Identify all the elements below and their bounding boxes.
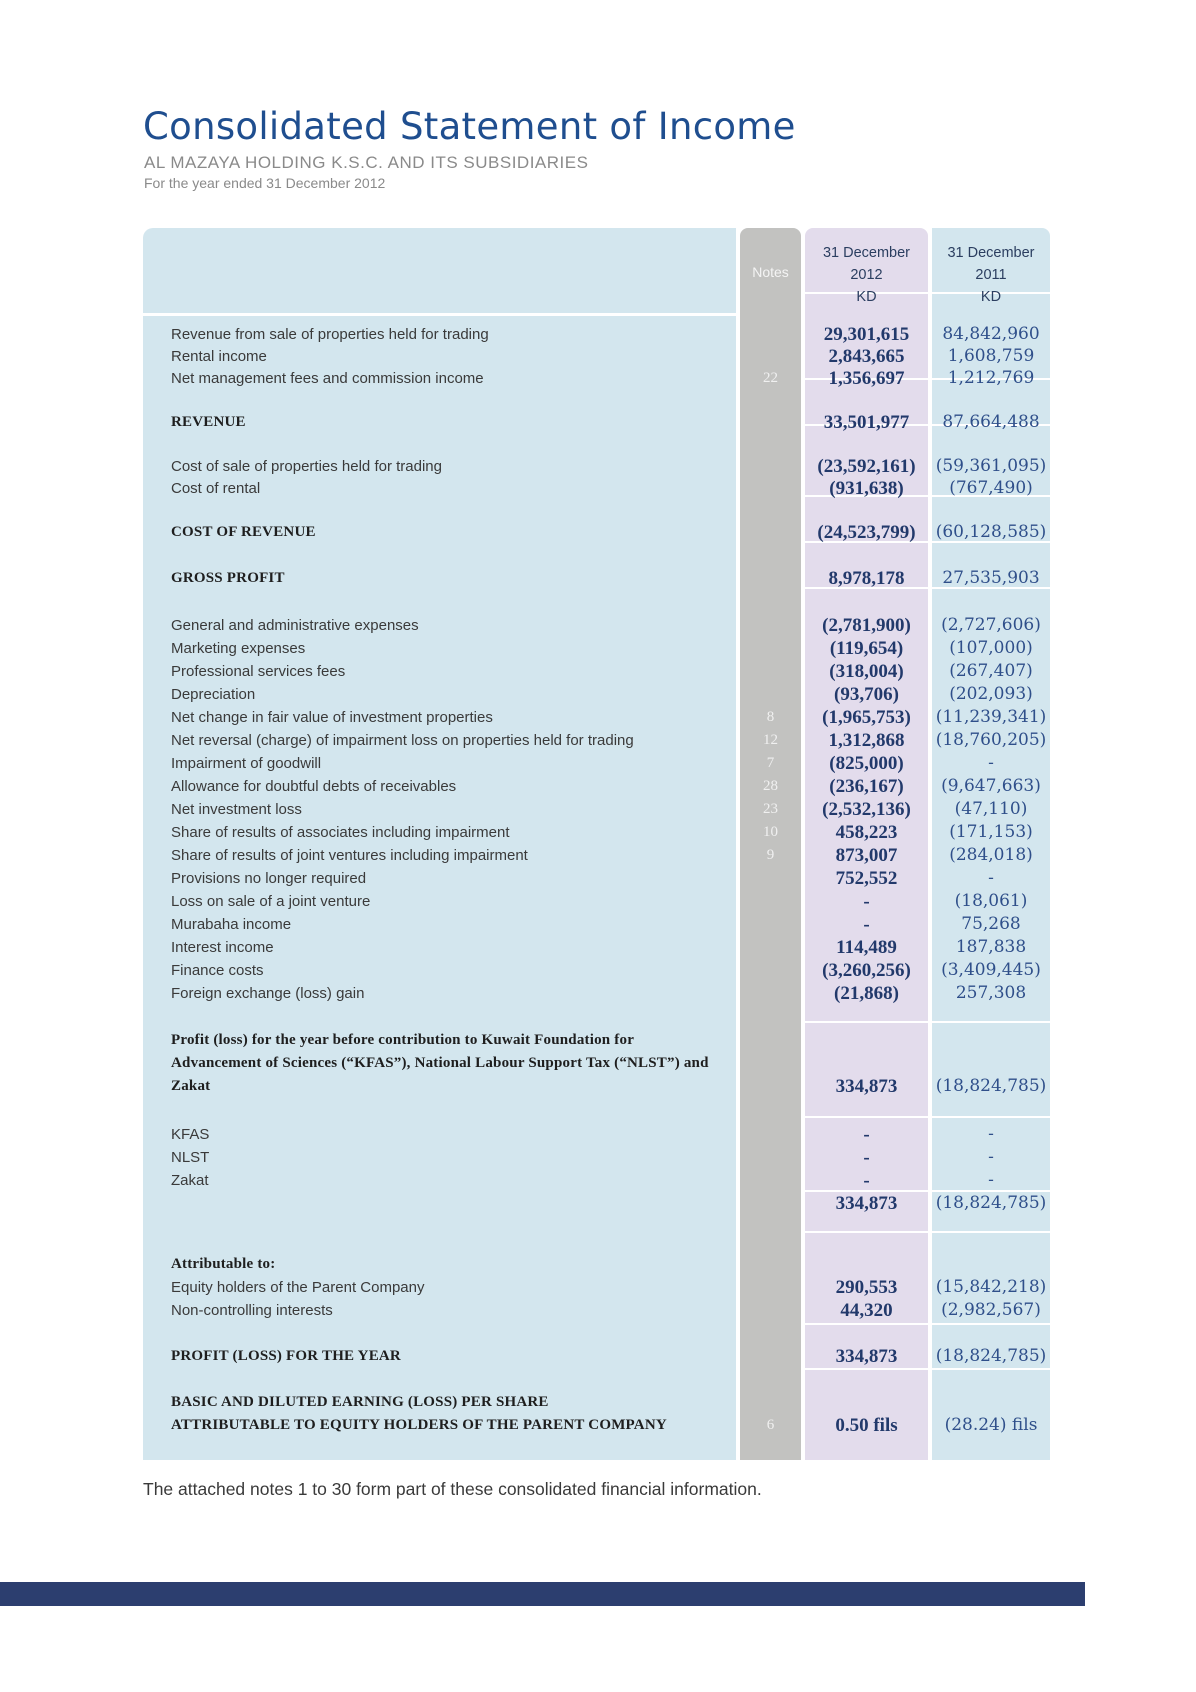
value-2011: (15,842,218) xyxy=(935,1277,1047,1297)
value-2012: 458,223 xyxy=(835,822,898,843)
row-label: GROSS PROFIT xyxy=(171,570,285,586)
value-2012: 334,873 xyxy=(835,1346,898,1367)
row-label: Cost of sale of properties held for trading xyxy=(171,458,442,475)
value-2011: 27,535,903 xyxy=(942,568,1040,588)
value-2011: (18,760,205) xyxy=(935,730,1047,750)
value-2011: (3,409,445) xyxy=(941,960,1041,980)
value-2011: (2,727,606) xyxy=(941,615,1041,635)
table-row xyxy=(143,752,1050,775)
table-row xyxy=(143,959,1050,982)
value-2012: 33,501,977 xyxy=(823,412,910,433)
value-2011: (18,824,785) xyxy=(935,1076,1047,1096)
value-2012: (93,706) xyxy=(834,684,899,705)
group-divider xyxy=(805,1231,1050,1233)
row-note: 9 xyxy=(766,847,775,863)
row-label: Zakat xyxy=(171,1172,209,1189)
table-row xyxy=(143,1276,1050,1299)
row-label: Equity holders of the Parent Company xyxy=(171,1279,425,1296)
value-2012: - xyxy=(863,1124,870,1145)
row-label: Depreciation xyxy=(171,686,256,703)
table-row xyxy=(143,521,1050,544)
table-row xyxy=(143,1029,1050,1099)
table-row xyxy=(143,660,1050,683)
row-label: BASIC AND DILUTED EARNING (LOSS) PER SHARE ATTRIBUTABLE TO EQUITY HOLDERS OF THE PARENT COMPANY xyxy=(171,1394,667,1433)
group-divider xyxy=(805,1323,1050,1325)
table-row xyxy=(143,775,1050,798)
table-row xyxy=(143,683,1050,706)
table-row xyxy=(143,729,1050,752)
row-label: Net management fees and commission income xyxy=(171,370,484,387)
table-row xyxy=(143,982,1050,1005)
row-label: PROFIT (LOSS) FOR THE YEAR xyxy=(171,1348,401,1364)
footnote: The attached notes 1 to 30 form part of these consolidated financial information. xyxy=(143,1479,762,1499)
row-label: Impairment of goodwill xyxy=(171,755,322,772)
value-2011: (284,018) xyxy=(949,845,1033,865)
value-2012: 0.50 fils xyxy=(835,1415,898,1436)
value-2012: (23,592,161) xyxy=(817,456,916,477)
value-2011: - xyxy=(988,868,994,888)
header-date: 31 December xyxy=(947,245,1035,261)
table-row xyxy=(143,844,1050,867)
row-label: NLST xyxy=(171,1149,210,1166)
table-row xyxy=(143,1391,1050,1437)
value-2011: - xyxy=(988,753,994,773)
year-2011-header xyxy=(932,242,1050,308)
row-note: 12 xyxy=(763,732,778,748)
value-2011: (18,061) xyxy=(954,891,1028,911)
page-title: Consolidated Statement of Income xyxy=(143,105,796,148)
value-2011: 187,838 xyxy=(955,937,1027,957)
value-2012: 873,007 xyxy=(835,845,898,866)
value-2011: (60,128,585) xyxy=(935,522,1047,542)
value-2012: (2,532,136) xyxy=(822,799,911,820)
table-row xyxy=(143,567,1050,590)
value-2012: (1,965,753) xyxy=(822,707,911,728)
table-row xyxy=(143,345,1050,368)
row-note: 22 xyxy=(763,370,778,386)
value-2011: (767,490) xyxy=(949,478,1033,498)
value-2011: (202,093) xyxy=(949,684,1033,704)
value-2012: - xyxy=(863,891,870,912)
value-2011: 1,212,769 xyxy=(947,368,1035,388)
value-2012: (931,638) xyxy=(829,478,904,499)
table-row xyxy=(143,323,1050,346)
row-label: COST OF REVENUE xyxy=(171,524,316,540)
table-row xyxy=(143,913,1050,936)
income-statement-table xyxy=(143,228,1050,1460)
row-label: Revenue from sale of properties held for trading xyxy=(171,326,489,343)
row-label: General and administrative expenses xyxy=(171,617,419,634)
value-2011: 257,308 xyxy=(955,983,1027,1003)
header-divider xyxy=(143,313,736,316)
value-2011: (171,153) xyxy=(949,822,1033,842)
header-year: 2012 xyxy=(850,267,883,283)
value-2012: (24,523,799) xyxy=(817,522,916,543)
value-2012: 2,843,665 xyxy=(828,346,905,367)
company-name: AL MAZAYA HOLDING K.S.C. AND ITS SUBSIDIARIES xyxy=(144,153,589,172)
value-2012: 1,312,868 xyxy=(828,730,905,751)
row-label: Net change in fair value of investment properties xyxy=(171,709,493,726)
header-currency: KD xyxy=(856,289,877,305)
row-label: Marketing expenses xyxy=(171,640,306,657)
row-label: Profit (loss) for the year before contribution to Kuwait Foundation for Advancement of Sciences (“KFAS”), National Labour Support Tax (“NLST”) and Zakat xyxy=(171,1032,709,1094)
value-2012: 1,356,697 xyxy=(828,368,905,389)
value-2011: (11,239,341) xyxy=(935,707,1047,727)
value-2012: (2,781,900) xyxy=(822,615,911,636)
row-label: Cost of rental xyxy=(171,480,261,497)
value-2011: (9,647,663) xyxy=(941,776,1041,796)
table-row xyxy=(143,1146,1050,1169)
value-2011: - xyxy=(988,1170,994,1190)
value-2012: 334,873 xyxy=(835,1193,898,1214)
value-2012: (21,868) xyxy=(834,983,899,1004)
table-row xyxy=(143,1192,1050,1215)
value-2012: - xyxy=(863,914,870,935)
table-row xyxy=(143,614,1050,637)
value-2012: 752,552 xyxy=(835,868,898,889)
value-2012: (825,000) xyxy=(829,753,904,774)
value-2011: (2,982,567) xyxy=(941,1300,1041,1320)
value-2011: (107,000) xyxy=(949,638,1033,658)
year-2012-header xyxy=(805,242,928,308)
row-label: KFAS xyxy=(171,1126,210,1143)
table-row xyxy=(143,477,1050,500)
value-2012: 114,489 xyxy=(836,937,897,958)
row-label: Provisions no longer required xyxy=(171,870,367,887)
row-note: 7 xyxy=(766,755,775,771)
table-row xyxy=(143,890,1050,913)
value-2012: (3,260,256) xyxy=(822,960,911,981)
row-label: Finance costs xyxy=(171,962,264,979)
value-2012: (119,654) xyxy=(829,638,904,659)
row-note: 10 xyxy=(763,824,778,840)
row-label: Share of results of associates including impairment xyxy=(171,824,510,841)
row-label: Net investment loss xyxy=(171,801,302,818)
table-row xyxy=(143,821,1050,844)
row-label: REVENUE xyxy=(171,414,246,430)
row-label: Non-controlling interests xyxy=(171,1302,333,1319)
table-row xyxy=(143,798,1050,821)
row-note: 28 xyxy=(763,778,778,794)
row-note: 23 xyxy=(763,801,778,817)
header-currency: KD xyxy=(980,289,1002,305)
value-2012: 290,553 xyxy=(835,1277,898,1298)
value-2011: 75,268 xyxy=(961,914,1021,934)
value-2011: (47,110) xyxy=(954,799,1028,819)
table-row xyxy=(143,1253,1050,1276)
row-label: Share of results of joint ventures including impairment xyxy=(171,847,528,864)
row-note: 8 xyxy=(766,709,775,725)
reporting-period: For the year ended 31 December 2012 xyxy=(144,175,386,191)
value-2012: 29,301,615 xyxy=(823,324,910,345)
value-2012: - xyxy=(863,1147,870,1168)
value-2012: (318,004) xyxy=(829,661,904,682)
value-2011: (18,824,785) xyxy=(935,1193,1047,1213)
value-2011: 1,608,759 xyxy=(947,346,1035,366)
value-2011: - xyxy=(988,1124,994,1144)
value-2011: - xyxy=(988,1147,994,1167)
table-row xyxy=(143,367,1050,390)
value-2012: 44,320 xyxy=(840,1300,893,1321)
table-row xyxy=(143,867,1050,890)
table-row xyxy=(143,706,1050,729)
value-2011: 87,664,488 xyxy=(942,412,1040,432)
value-2011: 84,842,960 xyxy=(942,324,1040,344)
row-label: Interest income xyxy=(171,939,274,956)
value-2011: (18,824,785) xyxy=(935,1346,1047,1366)
table-row xyxy=(143,936,1050,959)
value-2011: (267,407) xyxy=(949,661,1033,681)
table-row xyxy=(143,455,1050,478)
header-year: 2011 xyxy=(975,267,1007,283)
value-2012: (236,167) xyxy=(829,776,904,797)
value-2012: - xyxy=(863,1170,870,1191)
row-note: 6 xyxy=(766,1417,775,1433)
row-label: Attributable to: xyxy=(171,1256,276,1272)
table-row xyxy=(143,1123,1050,1146)
table-row xyxy=(143,1299,1050,1322)
row-label: Net reversal (charge) of impairment loss on properties held for trading xyxy=(171,732,634,749)
footer-bar xyxy=(0,1582,1085,1606)
table-row xyxy=(143,1169,1050,1192)
value-2012: 8,978,178 xyxy=(828,568,905,589)
value-2011: (28.24) fils xyxy=(944,1415,1038,1435)
group-divider xyxy=(805,1021,1050,1023)
value-2011: (59,361,095) xyxy=(935,456,1047,476)
row-label: Loss on sale of a joint venture xyxy=(171,893,371,910)
row-label: Murabaha income xyxy=(171,916,292,933)
table-row xyxy=(143,637,1050,660)
header-date: 31 December xyxy=(822,245,911,261)
row-label: Allowance for doubtful debts of receivables xyxy=(171,778,457,795)
row-label: Foreign exchange (loss) gain xyxy=(171,985,365,1002)
table-row xyxy=(143,411,1050,434)
value-2012: 334,873 xyxy=(835,1076,898,1097)
table-row xyxy=(143,1345,1050,1368)
row-label: Rental income xyxy=(171,348,267,365)
group-divider xyxy=(805,1368,1050,1370)
row-label: Professional services fees xyxy=(171,663,346,680)
group-divider xyxy=(805,1116,1050,1118)
notes-header: Notes xyxy=(752,264,789,280)
